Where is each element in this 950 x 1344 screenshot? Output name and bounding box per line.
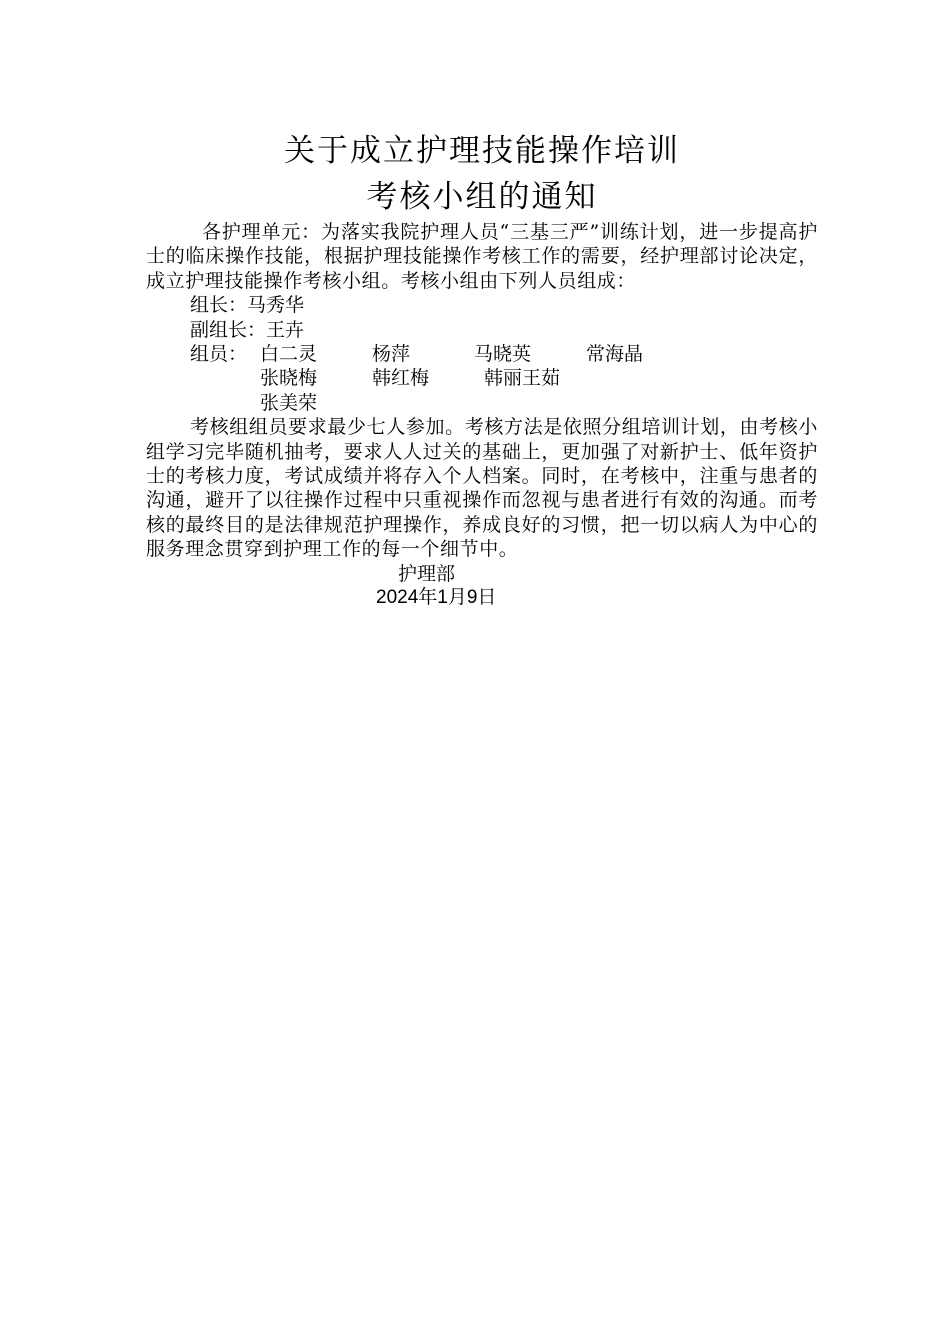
members-line-2	[146, 366, 818, 390]
roster	[146, 293, 818, 415]
member-name: 张晓梅	[260, 367, 318, 390]
notice-title-line1: 关于成立护理技能操作培训	[284, 133, 680, 169]
member-name: 常海晶	[586, 343, 644, 366]
leader-line: 组长：马秀华	[190, 294, 305, 317]
notice-document	[146, 128, 818, 610]
member-name: 杨萍	[372, 343, 411, 366]
member-name: 白二灵	[260, 343, 318, 366]
members-line-3	[146, 391, 818, 415]
body-paragraph: 考核组组员要求最少七人参加。考核方法是依照分组培训计划，由考核小组学习完毕随机抽考，要求人人过关的基础上，更加强了对新护士、低年资护士的考核力度，考试成绩并将存入个人档案。同时，在考核中，注重与患者的沟通，避开了以往操作过程中只重视操作而忽视与患者进行有效的沟通。而考核的最终目的是法律规范护理操作，养成良好的习惯，把一切以病人为中心的服务理念贯穿到护理工作的每一个细节中。	[146, 416, 818, 561]
member-name: 韩红梅	[372, 367, 430, 390]
members-line-1	[146, 342, 818, 366]
notice-title-line2: 考核小组的通知	[366, 179, 598, 215]
members-label: 组员：	[190, 343, 248, 366]
member-name: 韩丽王茹	[484, 367, 561, 390]
signature-department: 护理部	[398, 562, 456, 585]
member-name: 马晓英	[474, 343, 532, 366]
signature-date: 2024年1月9日	[376, 586, 497, 608]
deputy-line: 副组长：王卉	[190, 318, 305, 341]
member-name: 张美荣	[260, 391, 318, 414]
intro-paragraph: 各护理单元：为落实我院护理人员“三基三严”训练计划，进一步提高护士的临床操作技能，根据护理技能操作考核工作的需要，经护理部讨论决定，成立护理技能操作考核小组。考核小组由下列人员组成：	[146, 221, 818, 292]
